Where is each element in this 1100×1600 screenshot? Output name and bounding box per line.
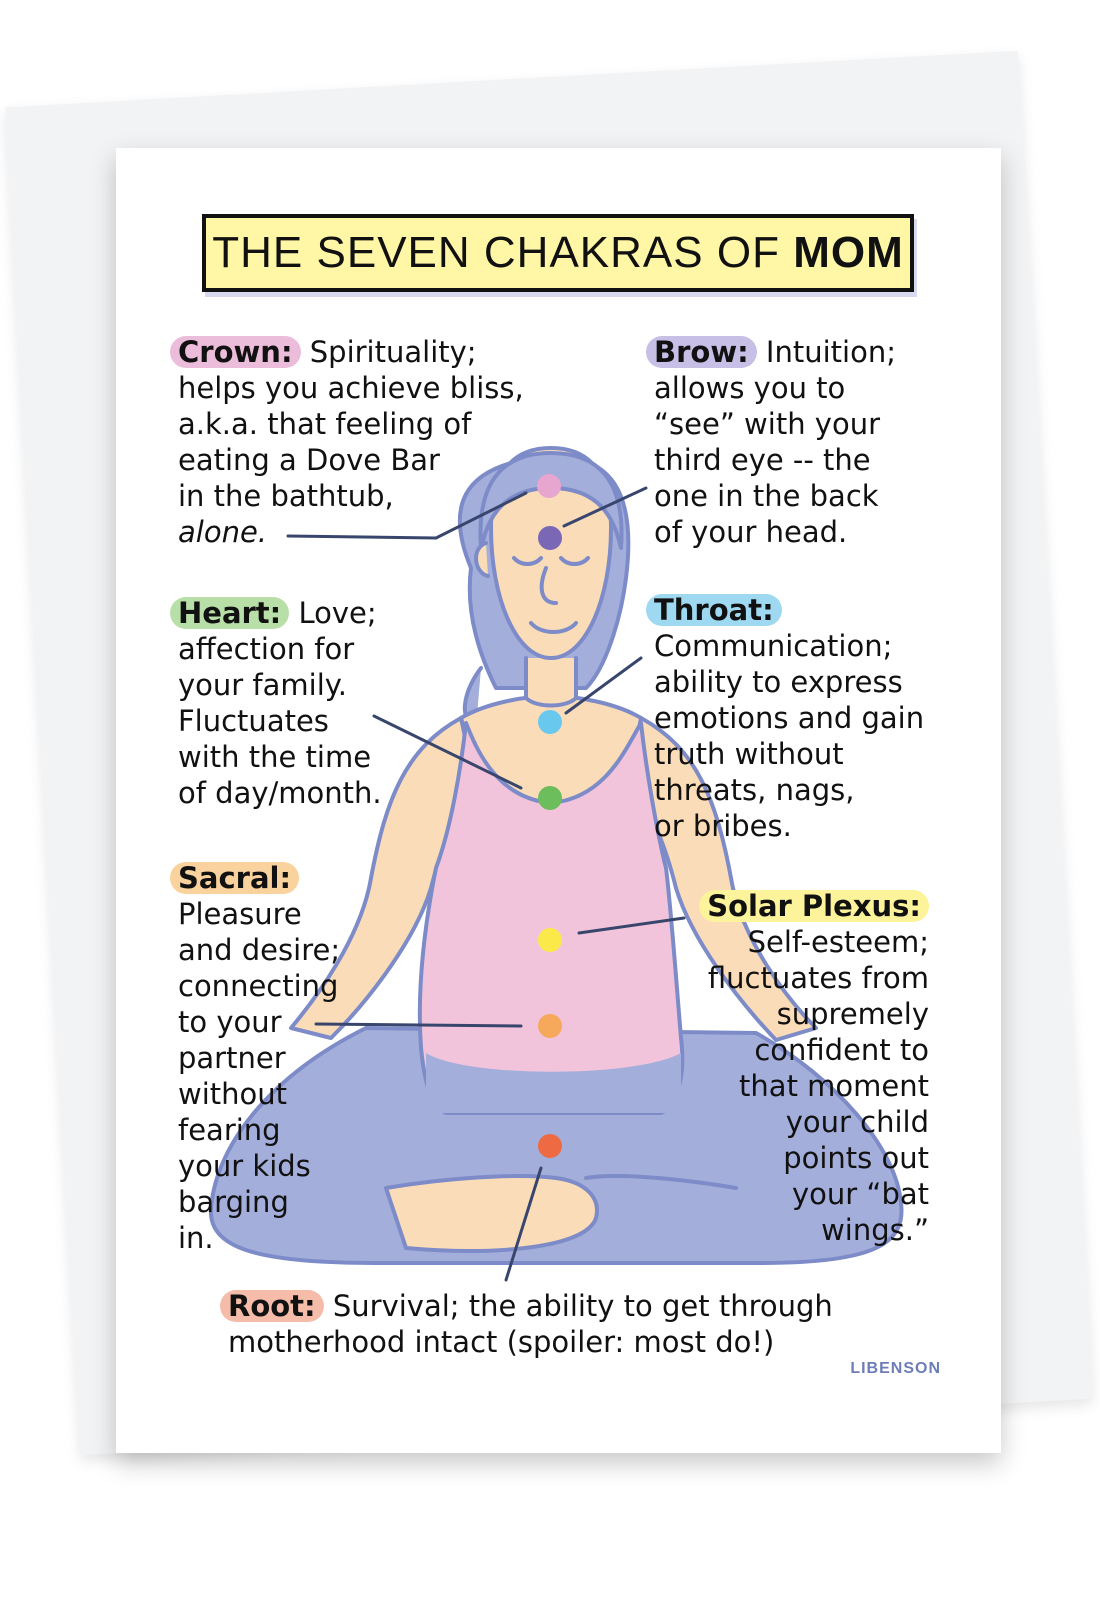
solar-plexus-text: Self-esteem; fluctuates from supremely confident to that moment your child points out your “bat wings.” xyxy=(707,925,929,1247)
throat-description xyxy=(654,592,924,844)
throat-dot xyxy=(538,710,562,734)
sacral-label: Sacral: xyxy=(170,862,299,894)
title-emphasis: MOM xyxy=(793,228,904,277)
root-label: Root: xyxy=(220,1290,324,1322)
greeting-card xyxy=(116,148,1001,1453)
solar-plexus-description xyxy=(707,888,929,1248)
crown-description xyxy=(178,334,524,550)
heart-label: Heart: xyxy=(170,597,289,629)
heart-text: Love; affection for your family. Fluctuates with the time of day/month. xyxy=(178,596,382,810)
root-dot xyxy=(538,1134,562,1158)
artist-signature: LIBENSON xyxy=(850,1360,941,1377)
brow-text: Intuition; allows you to “see” with your third eye -- the one in the back of your head. xyxy=(654,335,896,549)
root-text: Survival; the ability to get through motherhood intact (spoiler: most do!) xyxy=(228,1289,833,1359)
title-prefix: THE SEVEN CHAKRAS OF xyxy=(212,228,780,277)
throat-text: Communication; ability to express emotions and gain truth without threats, nags, or bribes. xyxy=(654,629,925,843)
brow-dot xyxy=(538,526,562,550)
sacral-dot xyxy=(538,1014,562,1038)
root-description xyxy=(228,1288,833,1360)
crown-italic: alone. xyxy=(178,515,268,549)
solar-plexus-dot xyxy=(538,928,562,952)
sacral-text: Pleasure and desire; connecting to your partner without fearing your kids barging in. xyxy=(178,897,341,1255)
crown-dot xyxy=(537,474,561,498)
brow-label: Brow: xyxy=(646,336,757,368)
sacral-leader xyxy=(316,1024,521,1026)
heart-description xyxy=(178,595,382,811)
brow-description xyxy=(654,334,896,550)
crown-text: Spirituality; helps you achieve bliss, a.k.a. that feeling of eating a Dove Bar in the bathtub, xyxy=(178,335,524,513)
sacral-description xyxy=(178,860,340,1256)
throat-label: Throat: xyxy=(646,594,782,626)
heart-dot xyxy=(538,786,562,810)
solar-plexus-label: Solar Plexus: xyxy=(699,890,929,922)
crown-label: Crown: xyxy=(170,336,301,368)
